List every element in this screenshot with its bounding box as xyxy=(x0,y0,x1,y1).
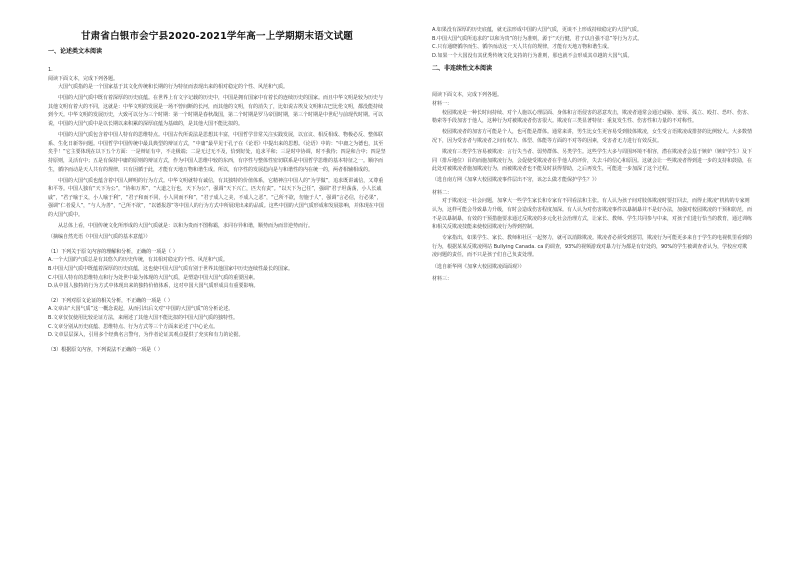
question-3-option: A.如果没有深厚的历史底蕴，就无法形成中国的大国气质，更谈不上形成持续稳定的大国气质。 xyxy=(432,27,642,33)
material-1-source: （选自南方网《加拿大校园欺凌事件层出不穷，该怎么做才能保护学生？》） xyxy=(432,177,600,184)
section-heading-2: 二、非连续性文本阅读 xyxy=(432,65,493,73)
passage-source: （摘编自然光语《中国大国气质的基本意蕴》） xyxy=(48,234,151,241)
question-number: 1. xyxy=(48,67,53,73)
section-heading-1: 一、论述类文本阅读 xyxy=(48,48,103,55)
material-paragraph: 校园欺凌者的加害方可能是个人，也可能是群体。通常来讲，男生比女生更容易受到肢体欺凌，女生受言语欺凌或排挤的比例较大。大多数情况下，因为受害者与欺凌者之间有权力、体型、体能等方面的不对等的因素，受害者无力进行有效反抗。 xyxy=(432,129,753,144)
material-paragraph: 专家指出，如果学生、家长、教师和社区一起努力，就可以消除欺凌。欺凌者必须受到惩罚，欺凌行为可能更多来自于学生的电视机里看到的行为，根据某某反欺凌网站 Bullying Canada. ca 的调查，93%的视频游戏对暴力行为都是有好处的，90%的学生被调查者认为，学校应对欺凌问题的责任，而不只是孩子们自己负责处理。 xyxy=(432,235,753,259)
right-column xyxy=(432,26,752,284)
passage-paragraph: 中国的大国气质包含着中国人特有的思维特点。中国古代所说法是思想其丰富，中国哲学非常关注实践发展，以宜议、相反相成、物极必反、整体联系、生化日新等问题。中国哲学中国传统中最具典型的辩证方式，“中庸”最早见于孔子在《论语》中提出来的思想。《论语》中的：“中庸之为德也，其至矣乎！”它主要体现在以下五个方面：一是辩证有中，不走极端；二是无过无不及，恰到好处，追求平和；三是时中协调，时不我待；四是和合中；四是坚持原则，灵活有中；五是有保持中庸的原则的辩证方式，作为中国人思维中较的东西，有序性与整体性密切联系是中国哲学思维的基本特征之一。顺序而生，循序而动是天人共有的规律，只有因循于此，才能有天地万物和谐生成。所以，有序性的发展趋向是与和谐性的内在统一的，两者相辅相成的。 xyxy=(48,132,386,173)
question-1-option: B.中国大国气质中既蕴着深厚的历史底蕴，这也使中国大国气质有别于世界其他国家中历史连续性最长的国家。 xyxy=(48,265,294,272)
question-3-option: D.如果一个大国没有其优秀传统文化支持的行为准则，那也就不会形成其卓越的大国气质。 xyxy=(432,52,633,59)
question-2-option: D.文章层层深入，引用多个经典名言警句，为作者论证其观点提供了充实和有力的论据。 xyxy=(48,332,244,339)
question-1-option: D.从中国人独特的行为方式中体现出来的独特价值体系，这对中国大国气质形成具有重要影响。 xyxy=(48,283,259,290)
reading-instruction: 阅读下面文本，完成下列各题。 xyxy=(48,75,119,82)
material-paragraph: 校园欺凌是一种长时间持续、对个人施以心理层面、身体和言语侵害的恶意攻击，欺凌者通常会通过威胁、羞辱、孤立、殴打、恐吓、伤害、勒索等手段加害于他人，这种行为对被欺凌者伤害很大。欺凌有三类显著特征：重复发生性、伤害性和力量的不对称性。 xyxy=(432,109,753,125)
question-2-option: B.文章仅仅使用比较论证方法，来阐述了其他大国不能比拟的中国大国气质的独特性。 xyxy=(48,314,239,321)
passage-paragraph: 从总体上看，中国传统文化所形成的大国气质就是：以和为贵而不图称霸，求同存异和谐，顺势而为而非逆势而行。 xyxy=(58,223,314,230)
question-2-stem: （2）下列对原文论证的相关分析，不正确的一项是（ ） xyxy=(48,297,173,304)
question-1-stem: （1）下列关于原文内容的理解和分析，正确的一项是（ ） xyxy=(48,248,178,255)
page-title: 甘肃省白银市会宁县2020-2021学年高一上学期期末语文试题 xyxy=(80,31,354,42)
material-paragraph: 对于欺凌这一社会问题，加拿大一些学生家长和专家有不同看法和主张。有人认为孩子间对肢体欺凌时要打回去，而得止欺凌“机构的专家则认为，这样可能会导致暴力升级，有时会造成伤害程度加深。有人认为对伤害欺凌事件以暴制暴并不是好办法，加强对校园欺凌的干预和防范，而不是以暴制暴，有效的干预措施要求通过反欺凌的多元化社会治理方式，让家长、教师、学生共同参与中来，对孩子们进行恰当的教育，通过训练和相关反欺凌技能来使校园欺凌行为得到控制。 xyxy=(432,198,753,231)
question-2-option: A.文章由“大国气质”这一概念说起，从而引出后文对“中国的大国气质”的分析论述。 xyxy=(48,306,234,313)
material-3-label: 材料三： xyxy=(432,276,453,283)
left-column xyxy=(48,28,386,354)
question-1-option: A.一个大国的气质总是有其悠久的历史传统，有其相对稳定的个性、风范和气质。 xyxy=(48,257,228,264)
material-2-source: （选自新华网《加拿大校园欺凌面面观》） xyxy=(432,263,525,270)
passage-paragraph: 大国气质指的是一个国家基于其文化传统和长期的行为特征而表现出来的相对稳定的个性、风范和气质。 xyxy=(58,84,289,91)
material-2-label: 材料二： xyxy=(432,189,453,196)
question-1-option: C.中国人特有的思维特点和行为处世中最为体现的大国气质，是塑造中国大国气质的重要因素。 xyxy=(48,274,259,281)
question-2-option: C.文章分别从历史底蕴、思维特点、行为方式等三个方面来论述了中心论点。 xyxy=(48,323,219,330)
question-3-option: C.只有通晓循序而生、循序而动这一天人共有的规律，才能有天地万物和谐生成。 xyxy=(432,44,613,51)
passage-paragraph: 中国的大国气质也蕴含着中国人鲜明的行为方式。中华文明就特有诚信，有其独特的价值体系，它精神注中国人的“为学做”，追求既讲诚信，又尊重和平等。中国人独有“天下为公”，“协和万邦”，“大道之行也，天下为公”，强调“天下兴亡，匹夫有责”。“以天下为己任”，强调“君子坦荡荡，小人长戚戚”，“君子喻于义，小人喻于利”，“君子和而不同，小人同而不和”，“君子成人之美，不成人之恶”，“己所不欲，勿施于人”，强调“言必信，行必果”，强调“仁者爱人”，“与人为善”，“己所不欲”，“以德报怨”等中国人的行为方式中所展现出来的品质。这些中国的大国气质形成和发展影响，并体现在中国的大国气质中。 xyxy=(48,177,384,218)
question-3-option: B.中国大国气质所追求的“以和为贵”的行为准则，源于“天行健，君子以自强不息”等行为方式。 xyxy=(432,35,643,42)
passage-paragraph: 中国的大国气质中既有着深厚的历史底蕴。在世界上有文字记载的历史中，中国是拥有国家中有着长的连续历史的国家。而且中华文明是较为历史与其他文明有着大的不同，这就是：中华文明的发展是一场不曾间断的长河，而其他的文明，有的消失了，比如说古埃及文明和古巴比伦文明，都没能持续到今天。中华文明的发展历史，大致可以分为三个时期：第一个时期是春秋战国，第二个时期是罗马帝国时期，第三个时期是中世纪与前现代时期。可以说，中国的大国气质中是以长期以来积累的深厚底蕴为基础的，是其他大国不能比拟的。 xyxy=(48,95,384,128)
material-1-label: 材料一： xyxy=(432,100,453,107)
material-paragraph: 欺凌有三类学生容易被欺凌：言行失当者、弱势群体、另类学生。这些学生大多与周围环境不相容，潜在欺凌者会基于嫉妒（嫉妒学生）及下同（排斥地位）目的而施加欺凌行为，会促使受欺凌者在乎他人的评价，失去斗的信心和原因。这就会让一些欺凌者得到进一步的支持和鼓励，在此处对被欺凌者施加欺凌行为，而被欺凌者也不能及时获得帮助，之后再发生，可能进一步加深了这个过程。 xyxy=(432,148,753,173)
question-3-stem: （3）根据原文内容，下列说法不正确的一项是（ ） xyxy=(48,346,163,353)
reading-instruction: 阅读下面文本，完成下列各题。 xyxy=(432,92,503,99)
